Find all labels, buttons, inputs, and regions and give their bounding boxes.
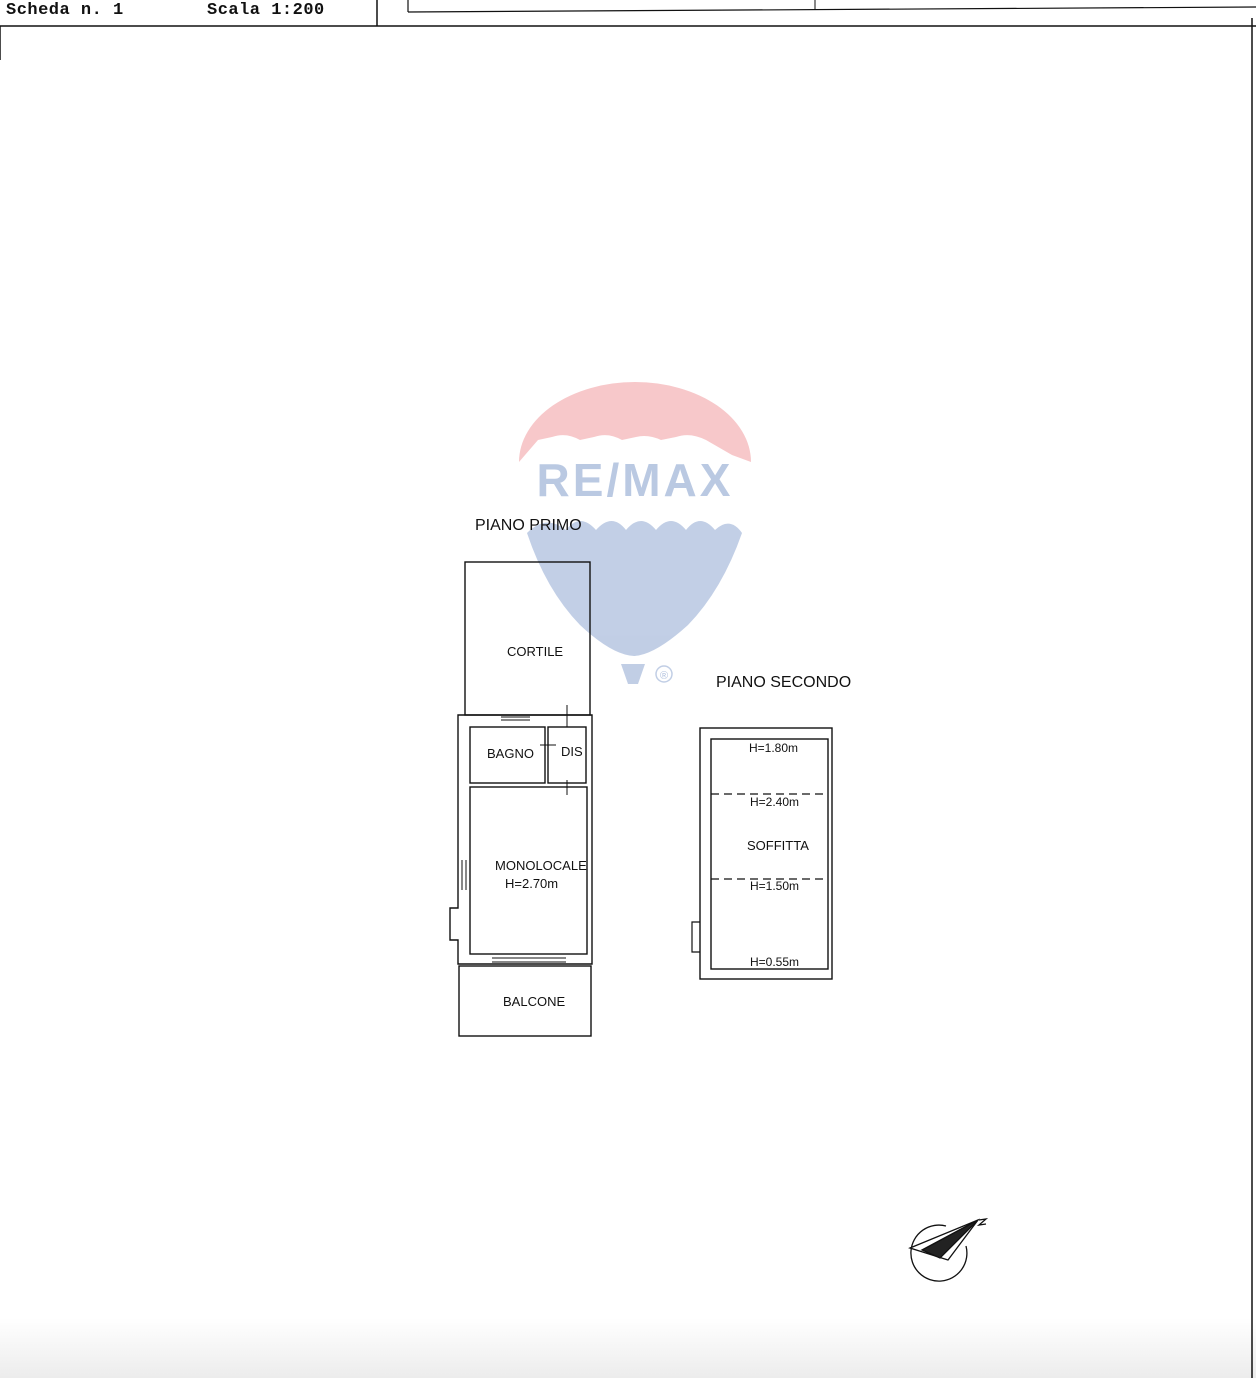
room-label-balcony: BALCONE bbox=[503, 994, 566, 1009]
room-label-courtyard: CORTILE bbox=[507, 644, 564, 659]
remax-logo-text: RE/MAX bbox=[536, 454, 734, 506]
room-height-studio: H=2.70m bbox=[505, 876, 559, 891]
attic-height-2: H=2.40m bbox=[750, 795, 800, 809]
balloon-basket-icon bbox=[621, 664, 645, 684]
first-floor-title: PIANO PRIMO bbox=[475, 517, 582, 534]
room-label-studio: MONOLOCALE bbox=[495, 858, 587, 873]
balloon-red-top bbox=[519, 382, 751, 462]
registered-mark-text: ® bbox=[659, 670, 669, 682]
room-label-attic: SOFFITTA bbox=[747, 838, 809, 853]
sheet-number: Scheda n. 1 bbox=[6, 1, 124, 20]
first-floor-plan bbox=[450, 562, 592, 1036]
attic-stair-notch bbox=[692, 922, 700, 952]
attic-height-3: H=1.50m bbox=[750, 879, 800, 893]
balloon-blue-bottom bbox=[527, 521, 742, 656]
room-label-hallway: DIS bbox=[561, 744, 583, 759]
scale-label: Scala 1:200 bbox=[207, 1, 325, 20]
north-arrow-icon bbox=[910, 1219, 986, 1281]
attic-inner-wall bbox=[711, 739, 828, 969]
second-floor-plan bbox=[692, 728, 832, 979]
attic-outer-wall bbox=[700, 728, 832, 979]
room-label-bathroom: BAGNO bbox=[487, 746, 534, 761]
second-floor-title: PIANO SECONDO bbox=[716, 674, 852, 691]
attic-height-4: H=0.55m bbox=[750, 955, 800, 969]
attic-height-1: H=1.80m bbox=[749, 741, 799, 755]
